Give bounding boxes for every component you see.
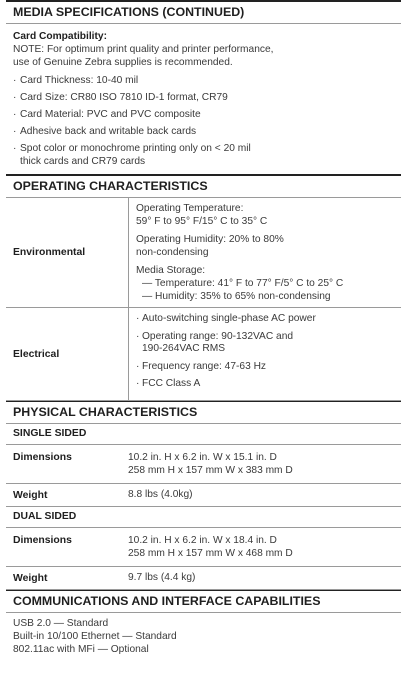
spec-sheet	[6, 0, 401, 656]
single-dimensions-mm: 258 mm H x 157 mm W x 383 mm D	[128, 464, 293, 476]
storage-temperature: — Temperature: 41° F to 77° F/5° C to 25° C	[142, 277, 344, 289]
dual-dimensions-mm: 258 mm H x 157 mm W x 468 mm D	[128, 547, 293, 559]
list-item: 802.11ac with MFi — Optional	[13, 644, 149, 655]
list-item: · Adhesive back and writable back cards	[13, 126, 197, 137]
note-line-2: use of Genuine Zebra supplies is recommended.	[13, 57, 233, 68]
comm-list	[6, 613, 401, 656]
note-line-1: NOTE: For optimum print quality and printer performance,	[13, 44, 274, 55]
dual-weight-row	[6, 567, 401, 590]
electrical-row	[6, 308, 401, 401]
list-item: · Card Size: CR80 ISO 7810 ID-1 format, CR79	[13, 92, 228, 103]
dual-sided-title: DUAL SIDED	[6, 507, 401, 528]
comm-section-title: COMMUNICATIONS AND INTERFACE CAPABILITIES	[6, 590, 401, 613]
single-weight-value: 8.8 lbs (4.0kg)	[128, 488, 193, 500]
operating-humidity: Operating Humidity: 20% to 80%	[136, 234, 284, 246]
list-item: Built-in 10/100 Ethernet — Standard	[13, 631, 177, 642]
environmental-value	[128, 198, 401, 307]
list-item: USB 2.0 — Standard	[13, 618, 109, 629]
single-sided-title: SINGLE SIDED	[6, 424, 401, 445]
media-bullet-list	[6, 69, 401, 168]
physical-section-title: PHYSICAL CHARACTERISTICS	[6, 401, 401, 424]
media-storage-label: Media Storage:	[136, 265, 206, 277]
list-item: · Card Thickness: 10-40 mil	[13, 75, 139, 86]
environmental-row	[6, 198, 401, 308]
operating-section-title: OPERATING CHARACTERISTICS	[6, 174, 401, 198]
card-compatibility-block	[6, 24, 401, 69]
dual-dimensions-label: Dimensions	[13, 535, 72, 546]
environmental-label: Environmental	[13, 247, 86, 258]
single-dimensions-in: 10.2 in. H x 6.2 in. W x 15.1 in. D	[128, 452, 277, 463]
list-item: · Spot color or monochrome printing only on < 20 mil	[13, 143, 251, 154]
electrical-value	[128, 308, 401, 400]
electrical-label: Electrical	[13, 348, 60, 360]
list-item: · Card Material: PVC and PVC composite	[13, 109, 201, 120]
dual-weight-label: Weight	[13, 572, 48, 584]
single-dimensions-label: Dimensions	[13, 452, 72, 463]
operating-temp-value: 59° F to 95° F/15° C to 35° C	[136, 215, 268, 227]
single-dimensions-row	[6, 445, 401, 484]
list-item: · FCC Class A	[136, 378, 201, 390]
media-section-title: MEDIA SPECIFICATIONS (CONTINUED)	[6, 0, 401, 24]
list-item: · Operating range: 90-132VAC and 190-264VAC RMS	[136, 330, 294, 355]
storage-humidity: — Humidity: 35% to 65% non-condensing	[142, 290, 331, 302]
list-item: · Frequency range: 47-63 Hz	[136, 360, 267, 372]
single-weight-row	[6, 484, 401, 507]
dual-dimensions-row	[6, 528, 401, 567]
single-weight-label: Weight	[13, 489, 48, 501]
list-item-continued: thick cards and CR79 cards	[20, 156, 146, 167]
operating-humidity-cont: non-condensing	[136, 246, 209, 258]
card-compatibility-label: Card Compatibility:	[13, 31, 107, 42]
list-item: · Auto-switching single-phase AC power	[136, 313, 316, 324]
operating-temp-label: Operating Temperature:	[136, 203, 244, 214]
dual-dimensions-in: 10.2 in. H x 6.2 in. W x 18.4 in. D	[128, 535, 277, 546]
dual-weight-value: 9.7 lbs (4.4 kg)	[128, 571, 196, 583]
